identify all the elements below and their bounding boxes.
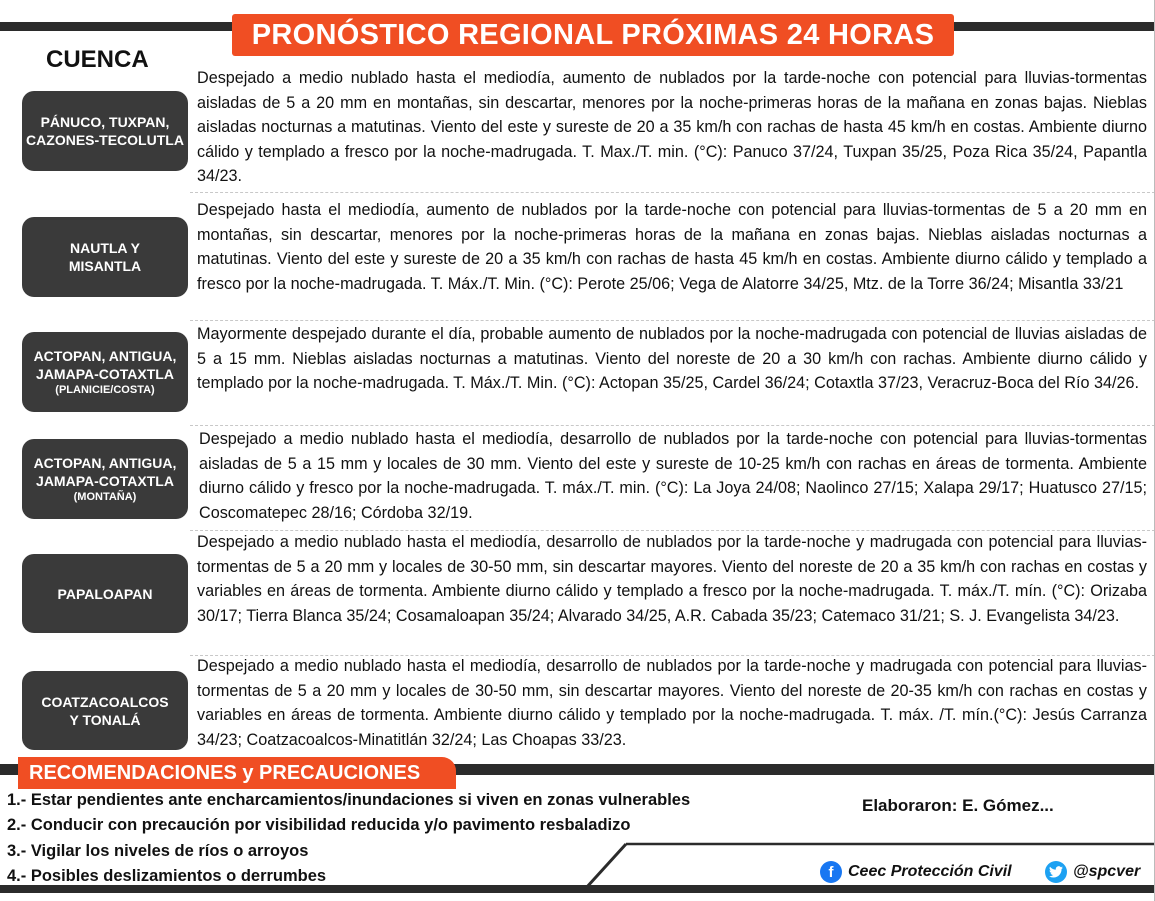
basin-name: ACTOPAN, ANTIGUA, JAMAPA-COTAXTLA — [33, 348, 177, 382]
facebook-link[interactable] — [820, 861, 1012, 883]
basin-name: NAUTLA Y MISANTLA — [68, 240, 142, 274]
recommendation-item: 4.- Posibles deslizamientos o derrumbes — [7, 867, 327, 885]
basin-subtitle: (MONTAÑA) — [73, 491, 137, 503]
recommendations-title: RECOMENDACIONES y PRECAUCIONES — [18, 757, 456, 789]
twitter-icon — [1045, 861, 1067, 883]
basin-label-nautla — [22, 217, 188, 297]
authors: Elaboraron: E. Gómez... — [862, 796, 1054, 815]
basin-name: COATZACOALCOS Y TONALÁ — [41, 693, 169, 728]
facebook-handle: Ceec Protección Civil — [848, 863, 1012, 880]
facebook-icon: f — [820, 861, 842, 883]
separator — [190, 320, 1155, 321]
twitter-handle: @spcver — [1073, 863, 1141, 880]
cuenca-heading: CUENCA — [46, 46, 149, 73]
basin-label-actopan-montana — [22, 439, 188, 519]
basin-label-panuco — [22, 91, 188, 171]
basin-name: ACTOPAN, ANTIGUA, JAMAPA-COTAXTLA — [33, 455, 177, 489]
forecast-actopan-costa: Mayormente despejado durante el día, probable aumento de nublados por la noche-madrugada con potencial de lluvias aisladas de 5 a 15 mm. Nieblas aisladas nocturnas a matutinas. Viento del noreste de 20 a 30 km/h con rachas. Ambiente diurno cálido y templado por la noche-madrugada. T. Máx./T. Min. (°C): Actopan 35/25, Cardel 36/24; Cotaxtla 37/23, Veracruz-Boca del Río 34/26. — [197, 325, 1147, 393]
recommendation-item: 2.- Conducir con precaución por visibilidad reducida y/o pavimento resbaladizo — [7, 816, 631, 834]
basin-name: PÁNUCO, TUXPAN, CAZONES-TECOLUTLA — [26, 114, 184, 148]
basin-subtitle: (PLANICIE/COSTA) — [55, 384, 155, 396]
forecast-papaloapan: Despejado a medio nublado hasta el mediodía, desarrollo de nublados por la tarde-noche y madrugada con potencial para lluvias-tormentas de 5 a 20 mm y locales de 30-50 mm, sin descartar mayores. Viento del noreste de 20 a 35 km/h con rachas en costas y variables en áreas de tormenta. Ambiente diurno cálido y templado a fresco por la noche-madrugada. T. máx./T. mín. (°C): Orizaba 30/17; Tierra Blanca 35/24; Cosamaloapan 35/24; Alvarado 34/25, A.R. Cabada 35/23; Catemaco 31/21; S. J. Evangelista 34/23. — [197, 533, 1147, 625]
recommendation-item: 3.- Vigilar los niveles de ríos o arroyos — [7, 842, 309, 860]
basin-label-papaloapan — [22, 554, 188, 633]
separator — [190, 192, 1155, 193]
twitter-link[interactable] — [1045, 861, 1140, 883]
basin-name: PAPALOAPAN — [57, 585, 153, 602]
recommendation-item: 1.- Estar pendientes ante encharcamientos/inundaciones si viven en zonas vulnerables — [7, 791, 691, 809]
forecast-panuco: Despejado a medio nublado hasta el mediodía, aumento de nublados por la tarde-noche con potencial para lluvias-tormentas aisladas de 5 a 20 mm en montañas, sin descartar, menores por la noche-primeras horas de la mañana en zonas bajas. Nieblas aisladas nocturnas a matutinas. Viento del este y sureste de 20 a 35 km/h con rachas de hasta 45 km/h en costas. Ambiente diurno cálido y templado a fresco por la noche-madrugada. T. Max./T. min. (°C): Panuco 37/24, Tuxpan 35/25, Poza Rica 35/24, Papantla 34/23. — [197, 69, 1147, 186]
page-title: PRONÓSTICO REGIONAL PRÓXIMAS 24 HORAS — [232, 14, 954, 56]
separator — [190, 425, 1155, 426]
footer-bar — [0, 885, 1155, 893]
basin-label-coatzacoalcos — [22, 671, 188, 750]
forecast-actopan-montana: Despejado a medio nublado hasta el mediodía, desarrollo de nublados por la tarde-noche con potencial para lluvias-tormentas aisladas de 5 a 15 mm y locales de 30 mm. Viento del este y sureste de 10-25 km/h con rachas en áreas de tormenta. Ambiente diurno cálido y fresco por la noche-madrugada. T. máx./T. min. (°C): La Joya 24/08; Naolinco 27/15; Xalapa 29/17; Huatusco 27/15; Coscomatepec 28/16; Córdoba 32/19. — [199, 430, 1147, 522]
basin-label-actopan-costa — [22, 332, 188, 412]
forecast-coatzacoalcos: Despejado a medio nublado hasta el mediodía, desarrollo de nublados por la tarde-noche y madrugada con potencial para lluvias-tormentas de 5 a 20 mm y locales de 30-50 mm, sin descartar mayores. Viento del noreste de 20-35 km/h con rachas en costas y variables en áreas de tormenta. Ambiente diurno cálido y templado por la noche-madrugada. T. máx. /T. mín.(°C): Jesús Carranza 34/23; Coatzacoalcos-Minatitlán 32/24; Las Choapas 33/23. — [197, 657, 1147, 749]
forecast-nautla: Despejado hasta el mediodía, aumento de nublados por la tarde-noche con potencial para lluvias-tormentas de 5 a 20 mm en montañas, sin descartar, menores por la noche-primeras horas de la mañana en zonas bajas. Nieblas aisladas nocturnas a matutinas. Viento del este y sureste de 20 a 35 km/h con rachas de hasta 45 km/h en costas. Ambiente diurno cálido y templado a fresco por la noche-madrugada. T. Máx./T. Min. (°C): Perote 25/06; Vega de Alatorre 34/25, Mtz. de la Torre 36/24; Misantla 33/21 — [197, 201, 1147, 293]
